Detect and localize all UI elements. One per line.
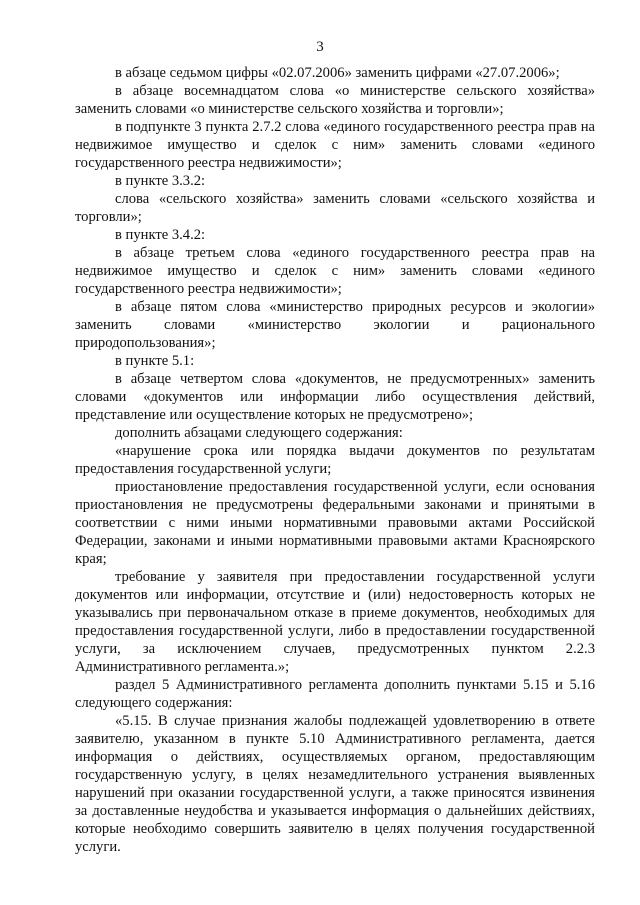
paragraph: приостановление предоставления государственной услуги, если основания приостановления не предусмотрены федеральными законами и принятыми в соответствии с ними иными нормативными правовыми актами Российской Федерации, законами и иными нормативными правовыми актами Красноярского края; (75, 479, 595, 567)
paragraph: в пункте 3.3.2: (115, 173, 206, 189)
paragraph: в пункте 3.4.2: (115, 227, 206, 243)
paragraph: требование у заявителя при предоставлении государственной услуги документов или информации, отсутствие и (или) недостоверность которых не указывались при первоначальном отказе в приеме документов, необходимых для предоставления государственной услуги, либо в предоставлении государственной услуги, за исключением случаев, предусмотренных пунктом 2.2.3 Административного регламента.»; (75, 569, 595, 675)
paragraph: в пункте 5.1: (115, 353, 195, 369)
paragraph: в абзаце пятом слова «министерство природных ресурсов и экологии» заменить словами «министерство экологии и рационального природопользования»; (75, 299, 595, 351)
paragraph: дополнить абзацами следующего содержания: (115, 425, 403, 441)
paragraph: в абзаце третьем слова «единого государственного реестра прав на недвижимое имущество и сделок с ним» заменить словами «единого государственного реестра недвижимости»; (75, 245, 595, 297)
paragraph: в абзаце седьмом цифры «02.07.2006» заменить цифрами «27.07.2006»; (115, 65, 560, 81)
page-number: 3 (316, 39, 324, 55)
paragraph: слова «сельского хозяйства» заменить словами «сельского хозяйства и торговли»; (75, 191, 595, 225)
document-body (75, 64, 595, 856)
paragraph: в абзаце восемнадцатом слова «о министерстве сельского хозяйства» заменить словами «о министерстве сельского хозяйства и торговли»; (75, 83, 595, 117)
paragraph: раздел 5 Административного регламента дополнить пунктами 5.15 и 5.16 следующего содержания: (75, 677, 595, 711)
paragraph: «5.15. В случае признания жалобы подлежащей удовлетворению в ответе заявителю, указанном в пункте 5.10 Административного регламента, дается информация о действиях, осуществляемых органом, предоставляющим государственную услугу, в целях незамедлительного устранения выявленных нарушений при оказании государственной услуги, а также приносятся извинения за доставленные неудобства и указывается информация о дальнейших действиях, которые необходимо совершить заявителю в целях получения государственной услуги. (75, 713, 595, 855)
paragraph: «нарушение срока или порядка выдачи документов по результатам предоставления государственной услуги; (75, 443, 595, 477)
paragraph: в подпункте 3 пункта 2.7.2 слова «единого государственного реестра прав на недвижимое имущество и сделок с ним» заменить словами «единого государственного реестра недвижимости»; (75, 119, 595, 171)
paragraph: в абзаце четвертом слова «документов, не предусмотренных» заменить словами «документов или информации либо осуществления действий, представление или осуществление которых не предусмотрено»; (75, 371, 595, 423)
